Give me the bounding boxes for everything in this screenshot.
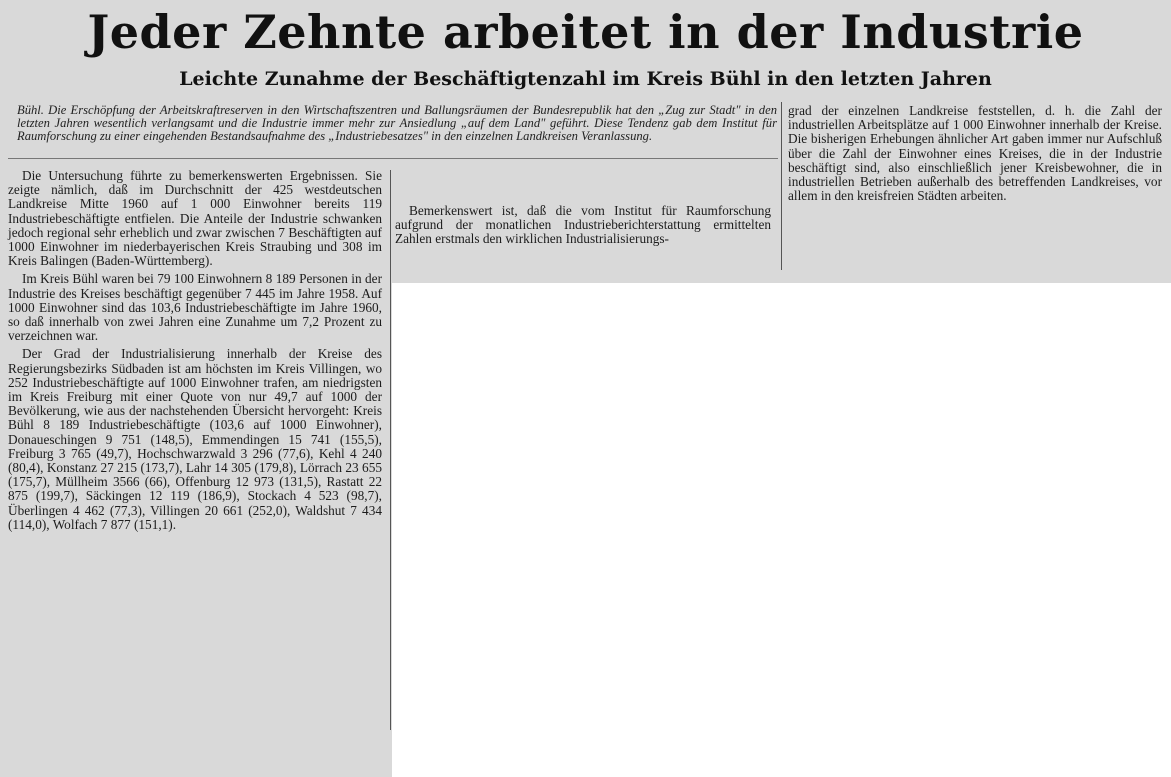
column-3-paragraph-1: grad der einzelnen Landkreise feststellen, d. h. die Zahl der industriellen Arbeitsplätze auf 1 000 Einwohner innerhalb der Kreise. Die bisherigen Erhebungen ähnlicher Art gaben immer nur Aufschluß über die Zahl der Einwohner eines Kreises, die in der Industrie beschäftigt sind, also einschließlich jener Kreisbewohner, die in industriellen Betrieben außerhalb des betreffenden Landkreises, vor allem in den kreisfreien Städten arbeiten. (788, 103, 1162, 204)
column-divider-1 (390, 170, 391, 730)
intro-divider (8, 158, 778, 159)
column-1 (8, 169, 382, 536)
intro-paragraph: Bühl. Die Erschöpfung der Arbeitskraftreserven in den Wirtschaftszentren und Ballungsräumen der Bundesrepublik hat den „Zug zur Stadt" in den letzten Jahren wesentlich verlangsamt und die Industrie immer mehr zur Ansiedlung „auf dem Land" geführt. Diese Tendenz gab dem Institut für Raumforschung zu einer eingehenden Bestandsaufnahme des „Industriebesatzes" in den einzelnen Landkreisen Veranlassung. (17, 103, 777, 143)
subheadline: Leichte Zunahme der Beschäftigtenzahl im Kreis Bühl in den letzten Jahren (179, 68, 992, 90)
blank-area (392, 283, 1171, 777)
column-3 (788, 104, 1162, 207)
column-1-paragraph-3: Der Grad der Industrialisierung innerhalb der Kreise des Regierungsbezirks Südbaden ist am höchsten im Kreis Villingen, wo 252 Industriebeschäftigte auf 1000 Einwohner trafen, am niedrigsten im Kreis Freiburg mit einer Quote von nur 49,7 auf 1000 der Bevölkerung, wie aus der nachstehenden Übersicht hervorgeht: Kreis Bühl 8 189 Industriebeschäftigte (103,6 auf 1000 Einwohner), Donaueschingen 9 751 (148,5), Emmendingen 15 741 (155,5), Freiburg 3 765 (49,7), Hochschwarzwald 3 296 (77,6), Kehl 4 240 (80,4), Konstanz 27 215 (173,7), Lahr 14 305 (179,8), Lörrach 23 655 (175,7), Müllheim 3566 (66), Offenburg 12 973 (131,5), Rastatt 22 875 (199,7), Säckingen 12 119 (186,9), Stockach 4 523 (98,7), Überlingen 4 462 (77,3), Villingen 20 661 (252,0), Waldshut 7 434 (114,0), Wolfach 7 877 (151,1). (8, 346, 382, 532)
column-2-paragraph-1: Bemerkenswert ist, daß die vom Institut für Raumforschung aufgrund der monatlichen Industrieberichterstattung ermittelten Zahlen erstmals den wirklichen Industrialisierungs- (395, 203, 771, 247)
column-divider-2 (781, 102, 782, 270)
headline: Jeder Zehnte arbeitet in der Industrie (87, 5, 1084, 59)
column-1-paragraph-2: Im Kreis Bühl waren bei 79 100 Einwohnern 8 189 Personen in der Industrie des Kreises beschäftigt gegenüber 7 445 im Jahre 1958. Auf 1000 Einwohner sind das 103,6 Industriebeschäftigte im Jahre 1960, so daß innerhalb von zwei Jahren eine Zunahme um 7,2 Prozent zu verzeichnen war. (8, 271, 382, 344)
column-1-paragraph-1: Die Untersuchung führte zu bemerkenswerten Ergebnissen. Sie zeigte nämlich, daß im Durchschnitt der 425 westdeutschen Landkreise Mitte 1960 auf 1 000 Einwohner bereits 119 Industriebeschäftigte entfielen. Die Anteile der Industrie schwanken jedoch regional sehr erheblich und zwar zwischen 7 Beschäftigten auf 1000 Einwohner im niederbayerischen Kreis Straubing und 308 im Kreis Balingen (Baden-Württemberg). (8, 168, 382, 269)
column-2 (395, 204, 771, 251)
